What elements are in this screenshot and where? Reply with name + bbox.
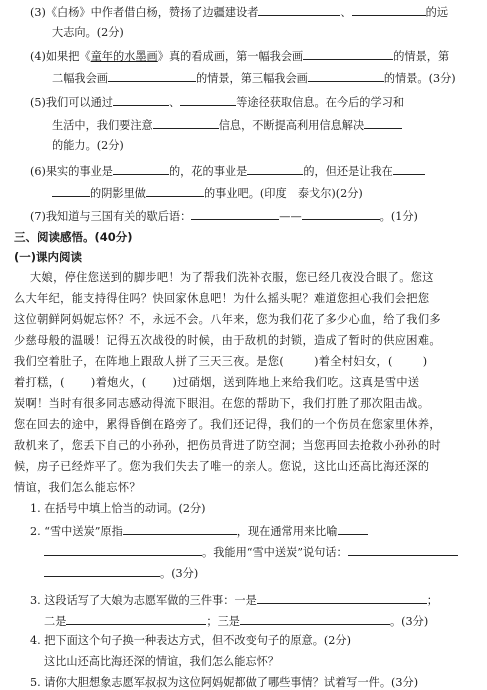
r2-text-c: 。我能用“雪中送炭”说句话： xyxy=(202,546,348,559)
r3-semicolon: ； xyxy=(426,594,438,607)
passage-line: 情谊，我们怎么能忘怀？ xyxy=(14,481,141,494)
question-3-line-1 xyxy=(30,4,448,20)
reading-question-4-line-2: 这比山还高比海还深的情谊，我们怎么能忘怀？ xyxy=(44,655,279,668)
q6-text-c: 的，但还是让我在 xyxy=(303,165,393,178)
q4-end: 的情景，第 xyxy=(393,50,450,63)
passage-text: ) xyxy=(422,355,428,368)
passage-text: )着全村妇女，( xyxy=(314,355,393,368)
answer-blank[interactable] xyxy=(303,48,393,60)
passage-text: )过硝烟，送到阵地上来给我们吃。这真是雪中送 xyxy=(172,376,420,389)
q5-text-a: (5)我们可以通过 xyxy=(30,96,113,109)
passage-line: 大娘，停住您送到的脚步吧！为了帮我们洗补衣服，您已经几夜没合眼了。您这 xyxy=(30,271,434,284)
r3-two: 二是 xyxy=(44,615,67,628)
answer-blank[interactable] xyxy=(348,544,458,556)
passage-text: )着炮火，( xyxy=(90,376,147,389)
answer-blank[interactable] xyxy=(364,117,402,129)
reading-question-5: 5. 请你大胆想象志愿军叔叔为这位阿妈妮都做了哪些事情？试着写一件。(3分) xyxy=(30,676,419,689)
answer-blank[interactable] xyxy=(113,94,169,106)
q5-separator: 、 xyxy=(168,96,181,109)
question-5-line-3: 的能力。(2分) xyxy=(52,139,124,152)
passage-text: 着打糕，( xyxy=(14,376,65,389)
q6-text-b: 的，花的事业是 xyxy=(168,165,248,178)
q6-text-a: (6)果实的事业是 xyxy=(30,165,113,178)
q6-line2-b: 的事业吧。(印度 泰戈尔)(2分) xyxy=(203,187,363,200)
answer-blank[interactable] xyxy=(258,4,340,16)
reading-question-3-line-2 xyxy=(44,613,428,629)
r2-text-b: ，现在通常用来比喻 xyxy=(236,525,338,538)
question-5-line-1 xyxy=(30,94,404,110)
answer-blank[interactable] xyxy=(338,523,368,535)
answer-blank[interactable] xyxy=(240,613,390,625)
answer-blank[interactable] xyxy=(52,185,90,197)
answer-blank[interactable] xyxy=(352,4,426,16)
passage-line: 么大年纪，能支持得住吗？快回家休息吧！为什么摇头呢？难道您担心我们会把您 xyxy=(14,292,430,305)
passage-line: 您在回去的途中，累得昏倒在路旁了。我们还记得，我们的一个伤员在您家里休养， xyxy=(14,418,441,431)
r2-text-a: 2. “雪中送炭”原指 xyxy=(30,525,123,538)
answer-blank[interactable] xyxy=(257,592,427,604)
q4-text-b: 》真的看成画，第一幅我会画 xyxy=(157,50,304,63)
q7-end: 。(1分) xyxy=(379,210,418,223)
answer-blank[interactable] xyxy=(393,163,425,175)
passage-line: 敌机来了，您丢下自己的小孙孙，把伤员背进了防空洞；当您再回去抢救小孙孙的时 xyxy=(14,439,441,452)
reading-question-3-line-1 xyxy=(30,592,438,608)
reading-question-2-line-3 xyxy=(44,565,198,581)
q5-text-b: 等途径获取信息。在今后的学习和 xyxy=(236,96,405,109)
question-5-line-2 xyxy=(52,117,402,133)
question-6-line-1 xyxy=(30,163,425,179)
passage-text: 我们空着肚子，在阵地上跟敌人拼了三天三夜。是您( xyxy=(14,355,285,368)
q4-text-a: (4)如果把《 xyxy=(30,50,91,63)
subsection-heading: (一)课内阅读 xyxy=(14,250,83,264)
answer-blank[interactable] xyxy=(191,208,279,220)
q7-dash: —— xyxy=(279,210,302,223)
passage-line: 候，房子已经炸平了。您为我们失去了唯一的亲人。您说，这比山还高比海还深的 xyxy=(14,460,430,473)
answer-blank[interactable] xyxy=(153,117,219,129)
answer-blank[interactable] xyxy=(66,613,206,625)
question-7 xyxy=(30,208,418,224)
answer-blank[interactable] xyxy=(44,544,202,556)
q6-line2-a: 的阴影里做 xyxy=(90,187,146,200)
answer-blank[interactable] xyxy=(302,208,380,220)
reading-question-2-line-1 xyxy=(30,523,368,539)
r3-three: ；三是 xyxy=(206,615,240,628)
reading-question-4-line-1: 4. 把下面这个句子换一种表达方式，但不改变句子的原意。(2分) xyxy=(30,634,351,647)
q3-end: 的远 xyxy=(425,6,449,19)
answer-blank[interactable] xyxy=(113,163,169,175)
q4-line2-a: 二幅我会画 xyxy=(52,72,108,85)
q4-title: 童年的水墨画 xyxy=(90,50,158,63)
q5-line2-b: 信息，不断提高利用信息解决 xyxy=(218,119,365,132)
passage-line: 这位朝鲜阿妈妮忘怀？不，永远不会。八年来，您为我们花了多少心血，给了我们多 xyxy=(14,313,441,326)
question-4-line-1 xyxy=(30,48,449,64)
q4-line2-end: 的情景。(3分) xyxy=(383,72,456,85)
passage-line: 少慈母般的温暖！记得五次战役的时候，由于敌机的封锁，造成了暂时的供应困难。 xyxy=(14,334,441,347)
q7-text: (7)我知道与三国有关的歇后语： xyxy=(30,210,192,223)
r3-text-a: 3. 这段话写了大娘为志愿军做的三件事：一是 xyxy=(30,594,257,607)
q4-line2-b: 的情景，第三幅我会画 xyxy=(195,72,308,85)
passage-line xyxy=(14,355,427,369)
reading-question-2-line-2 xyxy=(44,544,458,560)
answer-blank[interactable] xyxy=(44,565,160,577)
q5-line2-a: 生活中，我们要注意 xyxy=(52,119,153,132)
question-6-line-2 xyxy=(52,185,363,201)
answer-blank[interactable] xyxy=(108,70,196,82)
answer-blank[interactable] xyxy=(180,94,236,106)
reading-question-1: 1. 在括号中填上恰当的动词。(2分) xyxy=(30,502,206,515)
q3-separator: 、 xyxy=(340,6,352,19)
answer-blank[interactable] xyxy=(146,185,204,197)
answer-blank[interactable] xyxy=(123,523,237,535)
question-4-line-2 xyxy=(52,70,456,86)
section-heading: 三、阅读感悟。(40分) xyxy=(14,230,133,244)
answer-blank[interactable] xyxy=(308,70,384,82)
r3-end: 。(3分) xyxy=(389,615,429,628)
passage-line: 炭啊！当时有很多同志感动得流下眼泪。在您的帮助下，我们打胜了那次阻击战。 xyxy=(14,397,430,410)
q3-text: (3)《白杨》中作者借白杨，赞扬了边疆建设者 xyxy=(30,6,259,19)
question-3-line-2: 大志向。(2分) xyxy=(52,26,124,39)
r2-end: 。(3分) xyxy=(160,567,199,580)
passage-line xyxy=(14,376,419,390)
answer-blank[interactable] xyxy=(247,163,303,175)
